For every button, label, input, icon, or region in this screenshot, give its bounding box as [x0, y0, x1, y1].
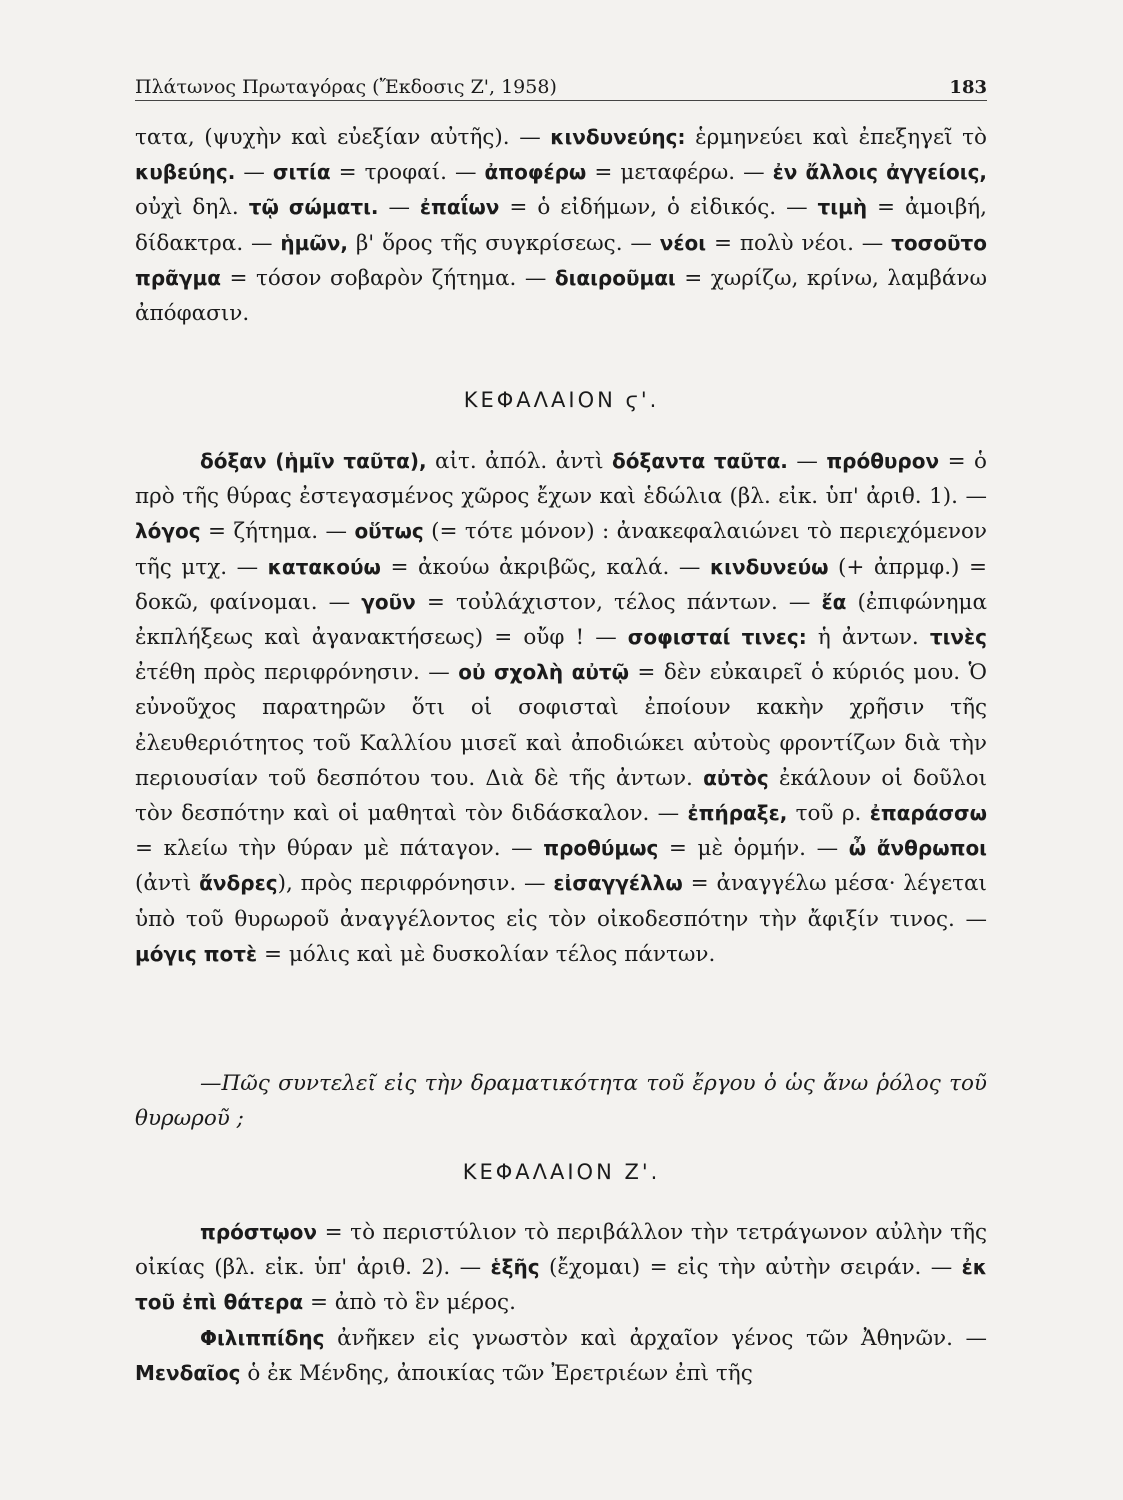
- headword: πρόστῳον: [200, 1220, 317, 1244]
- headword: ὦ ἄνθρωποι: [848, 836, 987, 861]
- headword: τινὲς: [929, 625, 987, 650]
- gloss-text: ὁ ἐκ Μένδης, ἀποικίας τῶν Ἐρετριέων ἐπὶ τῆς: [240, 1360, 753, 1386]
- gloss-text: = μὲ ὁρμήν. —: [658, 836, 849, 862]
- page-number: 183: [949, 77, 987, 98]
- headword: κινδυνεύω: [709, 554, 829, 579]
- headword: μόγις ποτὲ: [135, 941, 258, 966]
- gloss-text: τατα, (ψυχὴν καὶ εὐεξίαν αὐτῆς). —: [135, 125, 551, 150]
- gloss-text: (ἀντὶ: [135, 871, 200, 897]
- gloss-text: = τροφαί. —: [330, 160, 485, 186]
- gloss-text: οὐχὶ δηλ.: [135, 195, 249, 221]
- gloss-text: = τὸ περιστύλιον τὸ περιβάλλον τὴν τετράγωνον αὐλὴν τῆς οἰκίας (βλ. εἰκ. ὑπ' ἀριθ. 2). —: [135, 1220, 987, 1281]
- headword: σοφισταί τινες:: [627, 625, 807, 650]
- paragraph: [135, 444, 987, 972]
- chapter-7-heading: ΚΕΦΑΛΑΙΟΝ Ζ'.: [462, 1160, 661, 1184]
- gloss-text: ), πρὸς περιφρόνησιν. —: [277, 871, 554, 897]
- headword: οὐ σχολὴ αὐτῷ: [458, 660, 630, 685]
- gloss-text: ἡ ἀντων.: [806, 625, 930, 651]
- chapter-7-body: [135, 1215, 987, 1391]
- gloss-text: = τοὐλάχιστον, τέλος πάντων. —: [415, 589, 822, 615]
- gloss-text: (= τότε μόνον) : ἀνακεφαλαιώνει τὸ περιεχόμενον τῆς μτχ. —: [135, 519, 987, 580]
- headword: τιμὴ: [817, 195, 868, 220]
- headword: πρόθυρον: [826, 449, 940, 473]
- headword: ἄνδρες: [199, 871, 278, 896]
- headword: ἐπαΐων: [419, 195, 500, 220]
- headword: κυβεύης.: [135, 160, 236, 185]
- headword: τοσοῦτο πρᾶγμα: [135, 230, 987, 290]
- headword: νέοι: [659, 230, 707, 255]
- gloss-text: = ὁ πρὸ τῆς θύρας ἐστεγασμένος χῶρος ἔχων καὶ ἑδώλια (βλ. εἰκ. ὑπ' ἀριθ. 1). —: [135, 449, 987, 510]
- headword: αὐτὸς: [703, 765, 769, 790]
- headword: Φιλιππίδης: [200, 1325, 325, 1350]
- gloss-text: = μεταφέρω. —: [586, 160, 773, 186]
- gloss-text: = δὲν εὐκαιρεῖ ὁ κύριός μου. Ὁ εὐνοῦχος παρατηρῶν ὅτι οἱ σοφισταὶ ἐποίουν κακὴν χρῆσιν τῆς ἐλευθεριότητος τοῦ Καλλίου μισεῖ καὶ ἀποδιώκει αὐτοὺς φροντίζων διὰ τὴν περιουσίαν τοῦ δεσπότου του. Διὰ δὲ τῆς ἀντων.: [135, 660, 987, 791]
- paragraph: [135, 120, 987, 331]
- gloss-text: = πολὺ νέοι. —: [706, 230, 892, 256]
- gloss-text: β' ὅρος τῆς συγκρίσεως. —: [347, 230, 660, 256]
- gloss-text: (ἔχομαι) = εἰς τὴν αὐτὴν σειράν. —: [539, 1255, 962, 1281]
- gloss-text: —: [235, 160, 273, 186]
- headword: ἑξῆς: [490, 1255, 540, 1280]
- gloss-text: —: [787, 449, 827, 474]
- headword: σιτία: [272, 160, 331, 185]
- gloss-text: = τόσον σοβαρὸν ζήτημα. —: [220, 265, 555, 291]
- headword: δόξαντα ταῦτα.: [612, 449, 788, 473]
- chapter-6-body: [135, 444, 987, 972]
- gloss-text: ἑρμηνεύει καὶ ἐπεξηγεῖ τὸ: [685, 125, 987, 150]
- chapter-5-continuation: [135, 120, 987, 331]
- running-header: [135, 76, 987, 98]
- gloss-text: = μόλις καὶ μὲ δυσκολίαν τέλος πάντων.: [257, 941, 716, 967]
- headword: εἰσαγγέλλω: [553, 871, 683, 896]
- headword: ἀποφέρω: [484, 160, 587, 185]
- headword: τῷ σώματι.: [248, 195, 379, 220]
- study-question: —Πῶς συντελεῖ εἰς τὴν δραματικότητα τοῦ ἔργου ὁ ὡς ἄνω ῥόλος τοῦ θυρωροῦ ;: [135, 1071, 987, 1132]
- headword: προθύμως: [543, 836, 659, 861]
- gloss-text: = κλείω τὴν θύραν μὲ πάταγον. —: [135, 836, 544, 862]
- gloss-text: = ἀναγγέλω μέσα· λέγεται ὑπὸ τοῦ θυρωροῦ ἀναγγέλοντος εἰς τὸν οἰκοδεσπότην τὴν ἄφιξίν τινος. —: [135, 871, 987, 932]
- gloss-text: = ἀμοιβή, δίδακτρα. —: [135, 195, 988, 256]
- gloss-text: = ἀκούω ἀκριβῶς, καλά. —: [380, 554, 710, 580]
- header-rule: [135, 100, 987, 101]
- headword: λόγος: [135, 519, 201, 544]
- headword: ἐπαράσσω: [869, 801, 987, 826]
- headword: ἐκ τοῦ ἐπὶ θάτερα: [135, 1255, 987, 1315]
- headword: διαιροῦμαι: [554, 265, 676, 290]
- gloss-text: τοῦ ρ.: [787, 801, 870, 827]
- paragraph: [135, 1215, 987, 1321]
- headword: κινδυνεύης:: [550, 125, 686, 149]
- chapter-6-heading: ΚΕΦΑΛΑΙΟΝ ϛ'.: [463, 388, 660, 412]
- gloss-text: —: [378, 195, 420, 221]
- gloss-text: ἐκάλουν οἱ δοῦλοι τὸν δεσπότην καὶ οἱ μαθηταὶ τὸν διδάσκαλον. —: [135, 765, 987, 827]
- gloss-text: = ζήτημα. —: [200, 519, 355, 545]
- gloss-text: = ἀπὸ τὸ ἓν μέρος.: [303, 1290, 516, 1316]
- gloss-text: (ἐπιφώνημα ἐκπλήξεως καὶ ἀγανακτήσεως) = οὔφ ! —: [135, 589, 987, 651]
- headword: δόξαν (ἡμῖν ταῦτα),: [200, 449, 427, 473]
- headword: οὕτως: [354, 519, 424, 544]
- headword: Μενδαῖος: [135, 1360, 241, 1385]
- headword: ἡμῶν,: [280, 230, 348, 255]
- headword: ἔα: [821, 589, 847, 614]
- headword: ἐπήραξε,: [687, 801, 788, 826]
- gloss-text: (+ ἀπρμφ.) = δοκῶ, φαίνομαι. —: [135, 554, 987, 615]
- gloss-text: ἐτέθη πρὸς περιφρόνησιν. —: [135, 660, 459, 686]
- gloss-text: αἰτ. ἀπόλ. ἀντὶ: [426, 449, 613, 474]
- gloss-text: = ὁ εἰδήμων, ὁ εἰδικός. —: [499, 195, 818, 221]
- gloss-text: ἀνῆκεν εἰς γνωστὸν καὶ ἀρχαῖον γένος τῶν Ἀθηνῶν. —: [324, 1325, 987, 1351]
- headword: γοῦν: [361, 589, 416, 614]
- headword: κατακούω: [267, 554, 381, 579]
- paragraph: [135, 1321, 987, 1391]
- running-title: Πλάτωνος Πρωταγόρας (Ἔκδοσις Ζ', 1958): [135, 76, 557, 98]
- headword: ἐν ἄλλοις ἀγγείοις,: [772, 160, 988, 185]
- gloss-text: = χωρίζω, κρίνω, λαμβάνω ἀπόφασιν.: [135, 265, 987, 327]
